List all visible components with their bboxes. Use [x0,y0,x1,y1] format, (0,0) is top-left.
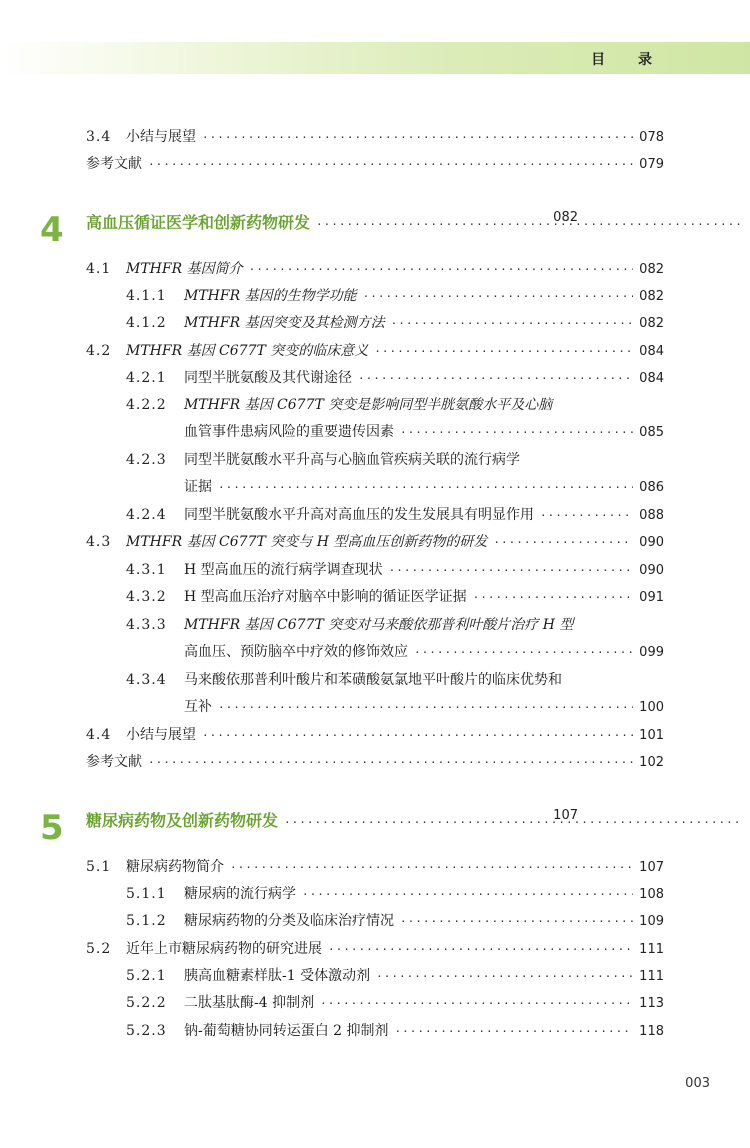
section-number: 4.1.1 [126,288,167,304]
section-number: 4.3.1 [126,562,167,578]
leader-dots [376,966,633,988]
page-number: 113 [639,996,664,1011]
section-title: 小结与展望 [126,727,196,743]
page-number: 082 [553,210,578,225]
page-number: 107 [639,860,664,875]
section-number: 5.2 [86,941,112,957]
page-number: 079 [639,157,664,172]
toc-entry-4-1[interactable] [0,258,750,280]
leader-dots [395,1021,634,1043]
page-number: 088 [639,508,664,523]
page-number: 082 [639,289,664,304]
section-title-line1: MTHFR 基因 C677T 突变是影响同型半胱氨酸水平及心脑 [184,397,553,413]
leader-dots [473,587,634,609]
leader-dots [302,884,633,906]
section-number: 4.3.2 [126,589,167,605]
leader-dots [400,422,633,444]
section-title: MTHFR 基因突变及其检测方法 [184,315,385,331]
section-title: MTHFR 基因简介 [126,261,243,277]
toc-entry-4-1-1[interactable] [0,285,750,307]
toc-entry-5-2[interactable] [0,938,750,960]
page-number: 085 [639,425,664,440]
toc-entry-4-3-3-line1[interactable] [126,614,573,636]
footer-page-number: 003 [685,1076,710,1091]
leader-dots [414,642,633,664]
toc-entry-4-2-2-line2[interactable] [0,421,750,443]
section-title: 参考文献 [86,754,142,770]
leader-dots [400,911,633,933]
section-title: 糖尿病的流行病学 [184,886,296,902]
page-number: 084 [639,371,664,386]
page-number: 109 [639,914,664,929]
leader-dots [218,697,633,719]
leader-dots [374,341,633,363]
page-number: 078 [639,130,664,145]
section-title: 同型半胱氨酸及其代谢途径 [184,370,352,386]
chapter-title: 糖尿病药物及创新药物研发 [86,811,279,830]
section-title: 二肽基肽酶-4 抑制剂 [184,995,315,1011]
section-title: H 型高血压治疗对脑卒中影响的循证医学证据 [184,589,467,605]
leader-dots [358,368,633,390]
toc-entry-4-3-3-line2[interactable] [0,641,750,663]
section-number: 4.3 [86,534,112,550]
chapter-number: 5 [40,808,64,848]
section-number: 5.1 [86,859,112,875]
leader-dots [328,939,633,961]
toc-entry-5-2-1[interactable] [0,965,750,987]
leader-dots [249,259,634,281]
page-number: 086 [639,480,664,495]
leader-dots [320,993,633,1015]
leader-dots [493,532,633,554]
page-number: 118 [639,1024,664,1039]
leader-dots [202,127,633,149]
section-number: 3.4 [86,129,112,145]
leader-dots [218,477,633,499]
page-number: 091 [639,590,664,605]
page-number: 100 [639,700,664,715]
toc-entry-5-2-2[interactable] [0,992,750,1014]
section-title: 钠-葡萄糖协同转运蛋白 2 抑制剂 [184,1023,389,1039]
section-number: 5.2.3 [126,1023,167,1039]
section-title: 糖尿病药物简介 [126,859,224,875]
section-number: 4.4 [86,727,112,743]
leader-dots [391,313,634,335]
leader-dots [389,560,634,582]
section-title-line2: 血管事件患病风险的重要遗传因素 [184,424,394,440]
section-number: 4.2.3 [126,452,167,468]
section-title-line2: 证据 [184,479,212,495]
page-number: 082 [639,316,664,331]
toc-entry-4-3-4-line1[interactable] [126,669,562,691]
toc-entry-5-1[interactable] [0,856,750,878]
chapter-title: 高血压循证医学和创新药物研发 [86,213,311,232]
section-title: MTHFR 基因 C677T 突变的临床意义 [126,343,369,359]
section-number: 4.2.4 [126,507,167,523]
toc-entry-4-3[interactable] [0,531,750,553]
section-title-line1: 同型半胱氨酸水平升高与心脑血管疾病关联的流行病学 [184,452,520,468]
page-number: 102 [639,755,664,770]
toc-entry-4-1-2[interactable] [0,312,750,334]
toc-entry-4-2-3-line1[interactable] [126,449,520,471]
toc-entry-4-4[interactable] [0,724,750,746]
section-title: 糖尿病药物的分类及临床治疗情况 [184,913,394,929]
toc-entry-4-2[interactable] [0,340,750,362]
toc-entry-references-ch4[interactable] [0,751,750,773]
section-title-line1: 马来酸依那普利叶酸片和苯磺酸氨氯地平叶酸片的临床优势和 [184,672,562,688]
page-number: 090 [639,563,664,578]
section-title: H 型高血压的流行病学调查现状 [184,562,383,578]
section-title: 胰高血糖素样肽-1 受体激动剂 [184,968,371,984]
section-title: 小结与展望 [126,129,196,145]
section-title-line2: 互补 [184,699,212,715]
section-title: MTHFR 基因的生物学功能 [184,288,357,304]
toc-chapter-4[interactable] [0,210,750,250]
section-number: 5.1.2 [126,913,167,929]
leader-dots [316,218,744,231]
section-number: 5.2.1 [126,968,167,984]
section-title-line2: 高血压、预防脑卒中疗效的修饰效应 [184,644,408,660]
leader-dots [540,505,633,527]
leader-dots [148,752,633,774]
leader-dots [230,857,633,879]
toc-entry-5-2-3[interactable] [0,1020,750,1042]
toc-entry-4-3-1[interactable] [0,559,750,581]
section-title: 参考文献 [86,156,142,172]
page-number: 082 [639,262,664,277]
toc-entry-4-2-1[interactable] [0,367,750,389]
toc-chapter-5[interactable] [0,808,750,848]
section-title: MTHFR 基因 C677T 突变与 H 型高血压创新药物的研发 [126,534,488,550]
leader-dots [363,286,634,308]
toc-entry-4-3-4-line2[interactable] [0,696,750,718]
page-number: 084 [639,344,664,359]
section-number: 4.1 [86,261,112,277]
toc-entry-5-1-1[interactable] [0,883,750,905]
header-title: 目 录 [591,52,666,68]
page-number: 107 [553,808,578,823]
section-number: 4.2.2 [126,397,167,413]
leader-dots [284,816,744,829]
toc-entry-references-ch3[interactable] [0,153,750,175]
section-title: 近年上市糖尿病药物的研究进展 [126,941,322,957]
section-number: 5.2.2 [126,995,167,1011]
section-title: 同型半胱氨酸水平升高对高血压的发生发展具有明显作用 [184,507,534,523]
toc-entry-4-2-3-line2[interactable] [0,476,750,498]
leader-dots [202,725,633,747]
page-number: 101 [639,728,664,743]
section-number: 4.3.3 [126,617,167,633]
page-number: 099 [639,645,664,660]
section-number: 4.1.2 [126,315,167,331]
page-number: 090 [639,535,664,550]
section-number: 4.3.4 [126,672,167,688]
page-number: 111 [639,969,664,984]
toc-entry-4-2-2-line1[interactable] [126,394,552,416]
toc-entry-5-1-2[interactable] [0,910,750,932]
leader-dots [148,154,633,176]
toc-entry-3-4[interactable] [0,126,750,148]
section-number: 4.2 [86,343,112,359]
page-number: 111 [639,942,664,957]
chapter-number: 4 [40,210,64,250]
toc-entry-4-3-2[interactable] [0,586,750,608]
section-title-line1: MTHFR 基因 C677T 突变对马来酸依那普利叶酸片治疗 H 型 [184,617,574,633]
toc-entry-4-2-4[interactable] [0,504,750,526]
section-number: 5.1.1 [126,886,167,902]
page-number: 108 [639,887,664,902]
section-number: 4.2.1 [126,370,167,386]
